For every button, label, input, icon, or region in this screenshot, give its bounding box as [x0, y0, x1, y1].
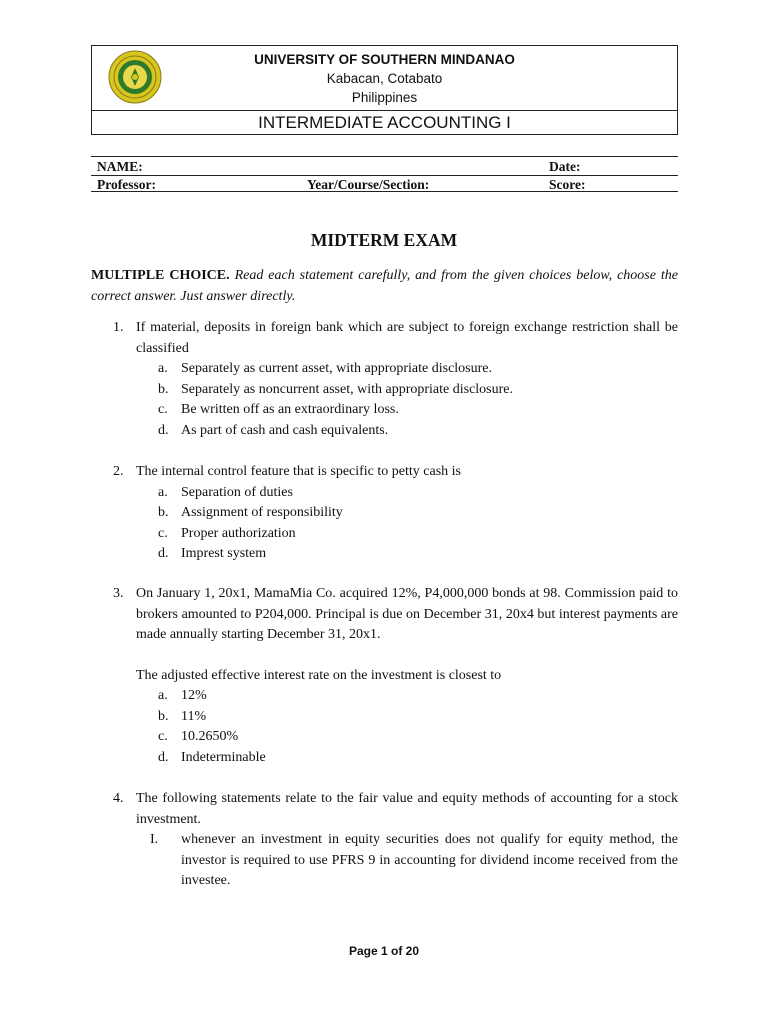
instructions: [91, 265, 678, 307]
question-number: 1.: [113, 320, 124, 335]
university-location: Kabacan, Cotabato: [326, 71, 443, 86]
question-2: [113, 462, 678, 565]
choice-item: [158, 503, 678, 524]
question-stem: If material, deposits in foreign bank which are subject to foreign exchange restriction shall be classified: [136, 320, 678, 356]
choice-letter: b.: [158, 708, 169, 724]
choice-text: As part of cash and cash equivalents.: [181, 422, 389, 438]
choice-letter: d.: [158, 749, 169, 765]
choice-text: 10.2650%: [181, 729, 239, 744]
page-prefix: Page: [348, 944, 381, 958]
info-row-name: [91, 158, 678, 176]
choice-letter: a.: [158, 361, 168, 376]
choice-text: Separately as current asset, with appropriate disclosure.: [181, 361, 493, 376]
choice-item: [158, 400, 678, 421]
university-info: [92, 50, 677, 107]
choice-letter: d.: [158, 422, 169, 438]
date-label: Date:: [549, 159, 581, 174]
choice-text: Separation of duties: [181, 484, 293, 500]
choice-letter: b.: [158, 505, 169, 520]
choice-list: [158, 359, 678, 441]
page-current: 1: [380, 944, 388, 958]
choice-item: [158, 727, 678, 748]
question-stem: The following statements relate to the fair value and equity methods of accounting for a stock investment.: [136, 791, 678, 827]
choice-item: [158, 380, 678, 401]
question-3: [113, 584, 678, 768]
choice-letter: c.: [158, 525, 168, 541]
choice-letter: c.: [158, 402, 168, 417]
choice-item: [158, 707, 678, 728]
page-footer: [0, 944, 768, 958]
page-total: 20: [405, 944, 420, 958]
question-prompt: The adjusted effective interest rate on the investment is closest to: [136, 667, 502, 683]
choice-item: [158, 686, 678, 707]
question-4: [113, 789, 678, 892]
choice-letter: a.: [158, 688, 168, 703]
choice-text: Separately as noncurrent asset, with appropriate disclosure.: [181, 381, 514, 397]
choice-text: Proper authorization: [181, 525, 296, 541]
question-1: [113, 318, 678, 441]
instructions-text: Read each statement carefully, and from the given choices below, choose the correct answer. Just answer directly.: [91, 268, 678, 304]
choice-item: [158, 421, 678, 442]
choice-text: 11%: [181, 708, 207, 724]
page-of: of: [387, 944, 406, 958]
section-label: Year/Course/Section:: [307, 177, 430, 192]
choice-letter: d.: [158, 546, 169, 561]
question-number: 2.: [113, 464, 124, 479]
choice-item: [158, 524, 678, 545]
choice-text: 12%: [181, 688, 207, 703]
choice-list: [158, 686, 678, 768]
choice-text: Indeterminable: [181, 749, 266, 765]
info-row-professor: [91, 176, 678, 193]
choice-text: Assignment of responsibility: [181, 505, 343, 520]
choice-item: [158, 544, 678, 565]
choice-item: [158, 359, 678, 380]
header-divider: [92, 110, 677, 111]
name-label: NAME:: [97, 159, 143, 174]
choice-item: [158, 483, 678, 504]
score-label: Score:: [549, 177, 586, 192]
course-title: INTERMEDIATE ACCOUNTING I: [258, 113, 511, 132]
question-stem: On January 1, 20x1, MamaMia Co. acquired 12%, P4,000,000 bonds at 98. Commission paid to brokers amounted to P204,000. Principal is due on December 31, 20x4 but interest payments are made annually starting December 31, 20x1.: [136, 586, 678, 642]
roman-numeral: I.: [150, 832, 159, 847]
question-number: 3.: [113, 586, 124, 601]
roman-text: whenever an investment in equity securities does not qualify for equity method, the investor is required to use PFRS 9 in accounting for dividend income received from the investee.: [181, 832, 678, 888]
exam-title: MIDTERM EXAM: [310, 230, 458, 250]
question-number: 4.: [113, 791, 124, 806]
university-country: Philippines: [351, 90, 418, 105]
choice-list: [158, 483, 678, 565]
choice-text: Be written off as an extraordinary loss.: [181, 402, 399, 417]
roman-statement: [136, 830, 678, 892]
choice-text: Imprest system: [181, 546, 267, 561]
letterhead: [91, 45, 678, 135]
student-info-table: [91, 156, 678, 192]
choice-letter: c.: [158, 729, 168, 744]
choice-item: [158, 748, 678, 769]
choice-letter: b.: [158, 381, 169, 397]
question-stem: The internal control feature that is specific to petty cash is: [136, 464, 461, 479]
university-name: UNIVERSITY OF SOUTHERN MINDANAO: [254, 52, 515, 67]
choice-letter: a.: [158, 484, 168, 500]
professor-label: Professor:: [97, 177, 156, 192]
instructions-heading: MULTIPLE CHOICE.: [91, 268, 230, 283]
